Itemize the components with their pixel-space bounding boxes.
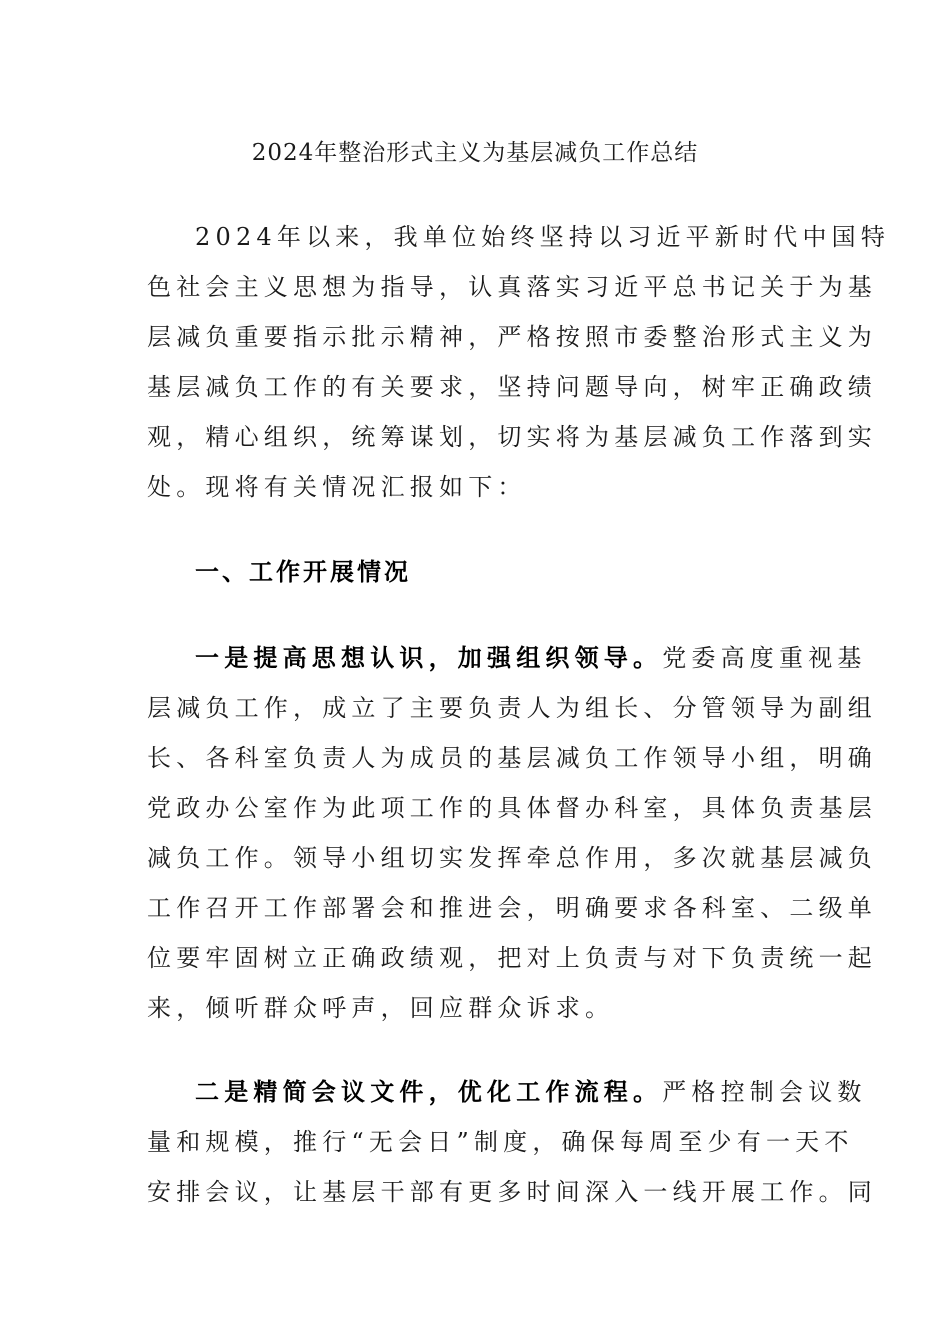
paragraph-line: 位要牢固树立正确政绩观，把对上负责与对下负责统一起 [147, 944, 877, 972]
intro-line: 层减负重要指示批示精神，严格按照市委整治形式主义为 [147, 323, 877, 351]
paragraph-first-line [195, 1067, 867, 1117]
intro-line: 色社会主义思想为指导，认真落实习近平总书记关于为基 [147, 273, 877, 301]
paragraph-line: 量和规模，推行“无会日”制度，确保每周至少有一天不 [147, 1128, 854, 1156]
section-heading: 一、工作开展情况 [195, 557, 411, 586]
paragraph-line: 长、各科室负责人为成员的基层减负工作领导小组，明确 [147, 744, 877, 772]
paragraph-line: 来，倾听群众呼声，回应群众诉求。 [147, 994, 615, 1022]
paragraph-lead: 一是提高思想认识，加强组织领导。 [195, 643, 663, 672]
paragraph-line: 党政办公室作为此项工作的具体督办科室，具体负责基层 [147, 794, 877, 822]
intro-line: 2024年以来，我单位始终坚持以习近平新时代中国特 [195, 223, 891, 251]
paragraph-line: 层减负工作，成立了主要负责人为组长、分管领导为副组 [147, 694, 877, 722]
paragraph-line: 减负工作。领导小组切实发挥牵总作用，多次就基层减负 [147, 844, 877, 872]
document-title: 2024年整治形式主义为基层减负工作总结 [251, 140, 699, 166]
paragraph-text: 严格控制会议数 [662, 1078, 867, 1106]
paragraph-text: 党委高度重视基 [662, 644, 867, 672]
paragraph-line: 安排会议，让基层干部有更多时间深入一线开展工作。同 [147, 1178, 877, 1206]
intro-line: 观，精心组织，统筹谋划，切实将为基层减负工作落到实 [147, 423, 877, 451]
paragraph-line: 工作召开工作部署会和推进会，明确要求各科室、二级单 [147, 894, 877, 922]
paragraph-lead: 二是精简会议文件，优化工作流程。 [195, 1077, 663, 1106]
paragraph-first-line [195, 633, 867, 683]
intro-line: 处。现将有关情况汇报如下： [147, 473, 527, 501]
intro-line: 基层减负工作的有关要求，坚持问题导向，树牢正确政绩 [147, 373, 877, 401]
